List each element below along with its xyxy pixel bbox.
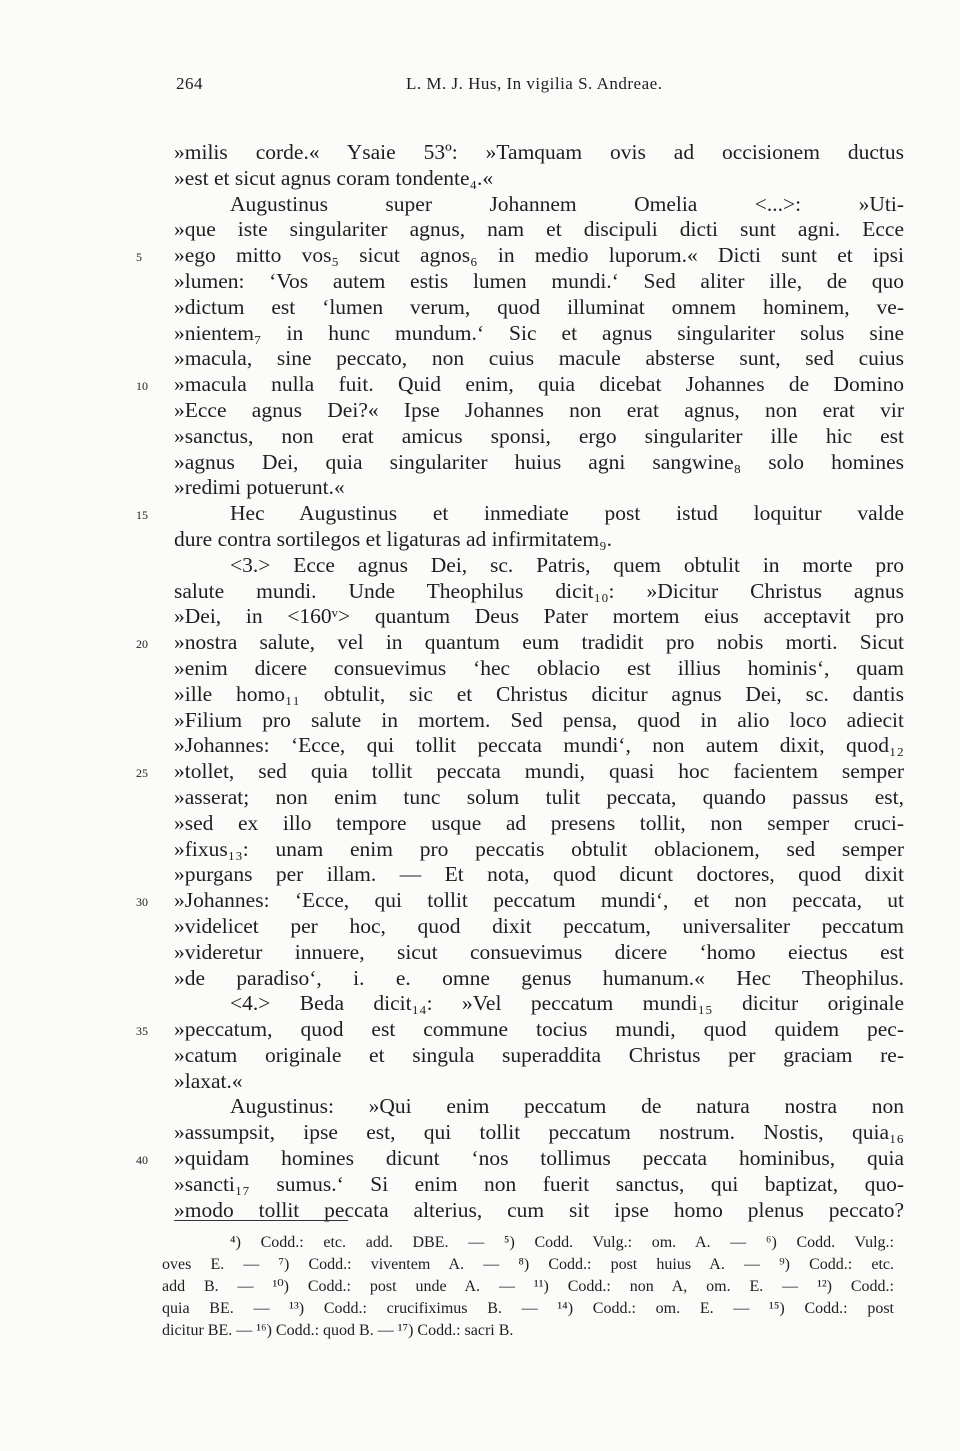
footnote-text: add B. — ¹⁰) Codd.: post unde A. — ¹¹) Codd.: non A, om. E. — ¹²) Codd.: bbox=[162, 1278, 894, 1295]
line-number: 5 bbox=[136, 250, 142, 265]
text-line bbox=[0, 1146, 960, 1172]
text-line bbox=[0, 785, 960, 811]
text-line bbox=[0, 1172, 960, 1198]
line-text: »nientem₇ in hunc mundum.‘ Sic et agnus singulariter solus sine bbox=[174, 320, 904, 345]
line-number: 20 bbox=[136, 637, 148, 652]
text-line bbox=[0, 269, 960, 295]
text-line bbox=[0, 166, 960, 192]
line-text: »Ecce agnus Dei?« Ipse Johannes non erat agnus, non erat vir bbox=[174, 397, 904, 422]
footnote-line bbox=[0, 1276, 960, 1298]
line-text: »milis corde.« Ysaie 53º: »Tamquam ovis ad occisionem ductus bbox=[174, 140, 904, 164]
text-line bbox=[0, 759, 960, 785]
text-line bbox=[0, 1120, 960, 1146]
text-line bbox=[0, 372, 960, 398]
line-text: »purgans per illam. — Et nota, quod dicunt doctores, quod dixit bbox=[174, 862, 904, 887]
text-line bbox=[0, 862, 960, 888]
line-text: »de paradiso‘, i. e. omne genus humanum.« Hec Theophilus. bbox=[174, 965, 904, 990]
text-line bbox=[0, 475, 960, 501]
text-line bbox=[0, 295, 960, 321]
line-text: »videretur innuere, sicut consuevimus dicere ‘homo eiectus est bbox=[174, 939, 904, 964]
line-number: 35 bbox=[136, 1024, 148, 1039]
text-line bbox=[0, 450, 960, 476]
text-line bbox=[0, 682, 960, 708]
text-line bbox=[0, 217, 960, 243]
line-text: »ille homo₁₁ obtulit, sic et Christus dicitur agnus Dei, sc. dantis bbox=[174, 681, 904, 706]
footnote-rule bbox=[174, 1220, 348, 1221]
line-text: »sancti₁₇ sumus.‘ Si enim non fuerit sanctus, qui baptizat, quo- bbox=[174, 1171, 904, 1196]
text-line bbox=[0, 1198, 960, 1224]
text-line bbox=[0, 501, 960, 527]
line-number: 15 bbox=[136, 508, 148, 523]
line-text: <3.> Ecce agnus Dei, sc. Patris, quem obtulit in morte pro bbox=[230, 552, 904, 577]
footnotes bbox=[0, 1232, 960, 1342]
line-text: »laxat.« bbox=[174, 1068, 243, 1093]
line-text: »enim dicere consuevimus ‘hec oblacio est illius hominis‘, quam bbox=[174, 655, 904, 680]
line-number: 30 bbox=[136, 895, 148, 910]
line-text: »sanctus, non erat amicus sponsi, ergo singulariter ille hic est bbox=[174, 423, 904, 448]
line-text: »catum originale et singula superaddita Christus per graciam re- bbox=[174, 1042, 904, 1067]
text-line bbox=[0, 630, 960, 656]
text-line bbox=[0, 579, 960, 605]
text-line bbox=[0, 733, 960, 759]
line-text: »assumpsit, ipse est, qui tollit peccatum nostrum. Nostis, quia₁₆ bbox=[174, 1120, 904, 1145]
line-number: 25 bbox=[136, 766, 148, 781]
line-text: »asserat; non enim tunc solum tulit peccata, quando passus est, bbox=[174, 784, 904, 809]
text-line bbox=[0, 527, 960, 553]
text-line bbox=[0, 914, 960, 940]
line-text: salute mundi. Unde Theophilus dicit₁₀: »Dicitur Christus agnus bbox=[174, 578, 904, 603]
line-text: »sed ex illo tempore usque ad presens tollit, non semper cruci- bbox=[174, 810, 904, 835]
line-text: »fixus₁₃: unam enim pro peccatis obtulit oblacionem, sed semper bbox=[174, 836, 904, 861]
line-text: <4.> Beda dicit₁₄: »Vel peccatum mundi₁₅ dicitur originale bbox=[230, 991, 904, 1016]
footnote-line bbox=[0, 1320, 960, 1342]
text-line bbox=[0, 656, 960, 682]
line-text: »tollet, sed quia tollit peccata mundi, quasi hoc facientem semper bbox=[174, 759, 904, 784]
text-line bbox=[0, 991, 960, 1017]
line-text: »que iste singulariter agnus, nam et discipuli dicti sunt agni. Ecce bbox=[174, 217, 904, 242]
text-line bbox=[0, 243, 960, 269]
text-line bbox=[0, 192, 960, 218]
line-number: 10 bbox=[136, 379, 148, 394]
text-line bbox=[0, 1069, 960, 1095]
text-line bbox=[0, 1094, 960, 1120]
line-text: »Dei, in <160ᵛ> quantum Deus Pater mortem eius acceptavit pro bbox=[174, 604, 904, 629]
line-text: »est et sicut agnus coram tondente₄.« bbox=[174, 165, 494, 190]
footnote-text: dicitur BE. — ¹⁶) Codd.: quod B. — ¹⁷) Codd.: sacri B. bbox=[162, 1322, 514, 1339]
main-text bbox=[0, 140, 960, 1223]
line-text: »videlicet per hoc, quod dixit peccatum, universaliter peccatum bbox=[174, 913, 904, 938]
page-number: 264 bbox=[176, 74, 203, 93]
footnote-text: quia BE. — ¹³) Codd.: crucifiximus B. — ¹⁴) Codd.: om. E. — ¹⁵) Codd.: post bbox=[162, 1300, 894, 1317]
text-line bbox=[0, 321, 960, 347]
line-text: »macula nulla fuit. Quid enim, quia dicebat Johannes de Domino bbox=[174, 372, 904, 397]
line-text: »Filium pro salute in mortem. Sed pensa, quod in alio loco adiecit bbox=[174, 707, 904, 732]
text-line bbox=[0, 708, 960, 734]
text-line bbox=[0, 1043, 960, 1069]
line-text: »lumen: ‘Vos autem estis lumen mundi.‘ Sed aliter ille, de quo bbox=[174, 268, 904, 293]
line-text: »peccatum, quod est commune tocius mundi, quod quidem pec- bbox=[174, 1017, 904, 1042]
text-line bbox=[0, 140, 960, 166]
footnote-text: ⁴) Codd.: etc. add. DBE. — ⁵) Codd. Vulg.: om. A. — ⁶) Codd. Vulg.: bbox=[230, 1234, 894, 1251]
line-text: »dictum est ‘lumen verum, quod illuminat omnem hominem, ve- bbox=[174, 294, 904, 319]
footnote-text: oves E. — ⁷) Codd.: viventem A. — ⁸) Codd.: post huius A. — ⁹) Codd.: etc. bbox=[162, 1256, 894, 1273]
text-line bbox=[0, 424, 960, 450]
line-text: »agnus Dei, quia singulariter huius agni sangwine₈ solo homines bbox=[174, 449, 904, 474]
text-line bbox=[0, 888, 960, 914]
line-text: »nostra salute, vel in quantum eum tradidit pro nobis morti. Sicut bbox=[174, 630, 904, 655]
line-text: »modo tollit peccata alterius, cum sit ipse homo plenus peccato? bbox=[174, 1197, 904, 1222]
running-title: L. M. J. Hus, In vigilia S. Andreae. bbox=[406, 74, 663, 93]
text-line bbox=[0, 553, 960, 579]
text-line bbox=[0, 346, 960, 372]
line-text: Hec Augustinus et inmediate post istud loquitur valde bbox=[230, 501, 904, 526]
text-line bbox=[0, 1017, 960, 1043]
line-text: »Johannes: ‘Ecce, qui tollit peccatum mundi‘, et non peccata, ut bbox=[174, 888, 904, 913]
text-line bbox=[0, 940, 960, 966]
text-line bbox=[0, 811, 960, 837]
text-line bbox=[0, 966, 960, 992]
line-text: Augustinus super Johannem Omelia <...>: »Uti- bbox=[230, 191, 904, 216]
text-line bbox=[0, 837, 960, 863]
line-text: dure contra sortilegos et ligaturas ad infirmitatem₉. bbox=[174, 526, 612, 551]
text-line bbox=[0, 604, 960, 630]
line-text: »ego mitto vos₅ sicut agnos₆ in medio luporum.« Dicti sunt et ipsi bbox=[174, 243, 904, 268]
line-text: Augustinus: »Qui enim peccatum de natura nostra non bbox=[230, 1094, 904, 1119]
footnote-line bbox=[0, 1254, 960, 1276]
line-text: »redimi potuerunt.« bbox=[174, 475, 345, 500]
line-number: 40 bbox=[136, 1153, 148, 1168]
line-text: »quidam homines dicunt ‘nos tollimus peccata hominibus, quia bbox=[174, 1146, 904, 1171]
line-text: »Johannes: ‘Ecce, qui tollit peccata mundi‘, non autem dixit, quod₁₂ bbox=[174, 733, 904, 758]
footnote-line bbox=[0, 1232, 960, 1254]
line-text: »macula, sine peccato, non cuius macule absterse sunt, sed cuius bbox=[174, 346, 904, 371]
text-line bbox=[0, 398, 960, 424]
footnote-line bbox=[0, 1298, 960, 1320]
